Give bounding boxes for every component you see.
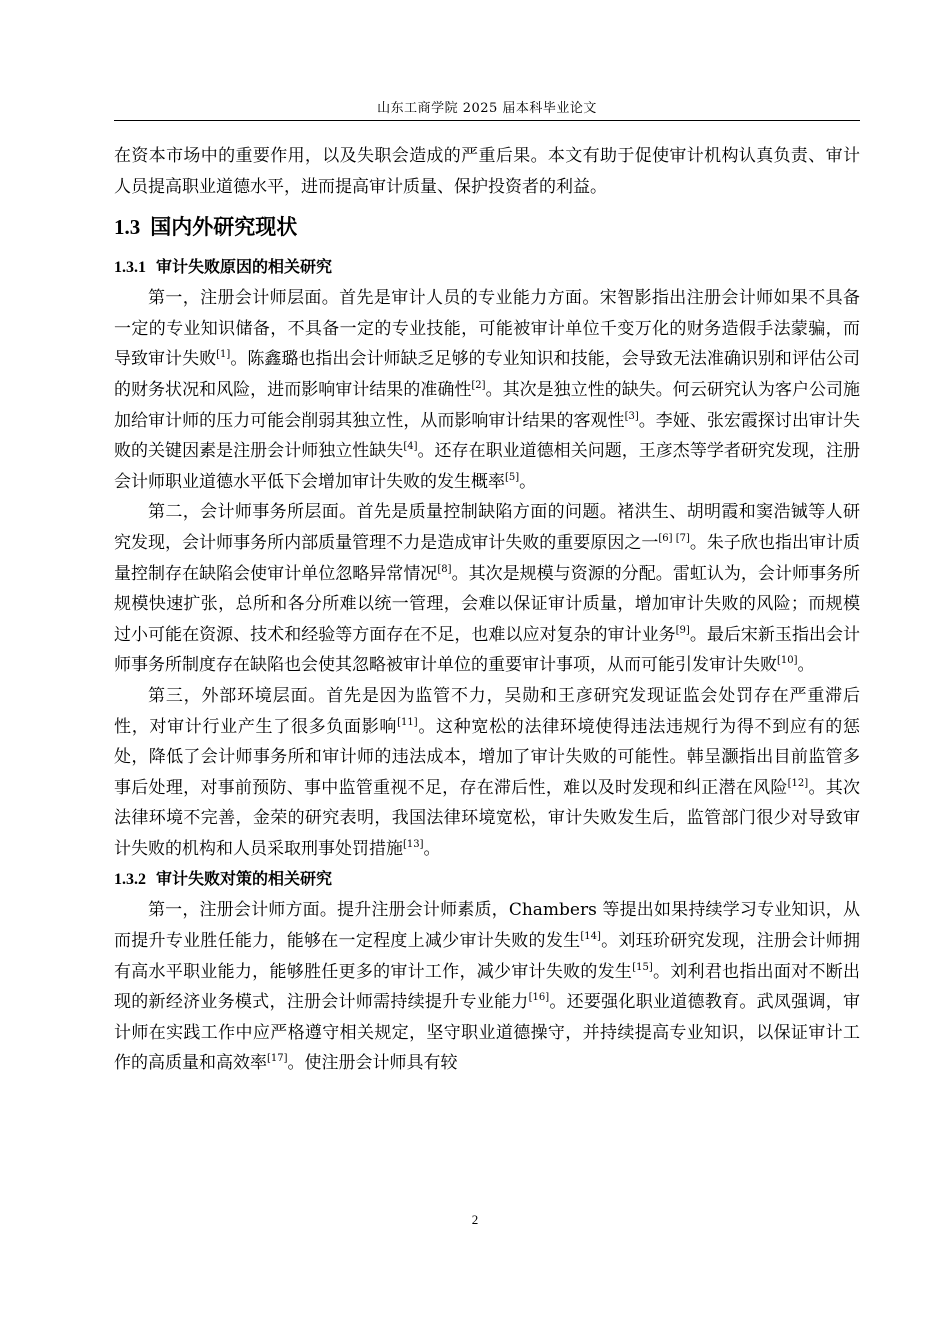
intro-paragraph: 在资本市场中的重要作用，以及失职会造成的严重后果。本文有助于促使审计机构认真负责、审计人员提高职业道德水平，进而提高审计质量、保护投资者的利益。 (114, 146, 860, 197)
section-number: 1.3 (114, 215, 141, 240)
paragraph-environment-level (114, 681, 860, 865)
citation-6-7: [6] [7] (658, 532, 690, 544)
page-number: 2 (471, 1212, 479, 1227)
citation-13: [13] (403, 838, 424, 850)
text-run: 。朱子欣也指出审计质量控制存在缺陷会使审计单位忽略异常情况 (114, 532, 861, 584)
citation-1: [1] (216, 349, 231, 361)
text-run: 。还存在职业道德相关问题，王彦杰等学者研究发现，注册会计师职业道德水平低下会增加审计失败的发生概率 (114, 441, 860, 492)
citation-11: [11] (397, 716, 418, 728)
citation-16: [16] (528, 992, 550, 1004)
citation-3: [3] (624, 410, 639, 422)
text-run: 。这种宽松的法律环境使得违法违规行为得不到应有的惩处，降低了会计师事务所和审计师的违法成本，增加了审计失败的可能性。韩呈灏指出目前监管多事后处理，对事前预防、事中监管重视不足，存在滞后性，难以及时发现和纠正潜在风险 (114, 716, 860, 798)
text-run: 。其次法律环境不完善，金荣的研究表明，我国法律环境宽松，审计失败发生后，监管部门很少对导致审计失败的机构和人员采取刑事处罚措施 (114, 777, 861, 859)
subsection-number-1: 1.3.1 (114, 259, 146, 277)
text-run: 。还要强化职业道德教育。武凤强调，审计师在实践工作中应严格遵守相关规定，坚守职业道德操守，并持续提高专业知识，以保证审计工作的高质量和高效率 (114, 992, 861, 1074)
text-run: 第一，注册会计师层面。首先是审计人员的专业能力方面。宋智影指出注册会计师如果不具备一定的专业知识储备，不具备一定的专业技能，可能被审计单位千变万化的财务造假手法蒙骗，而导致审计失败 (114, 288, 860, 370)
running-header: 山东工商学院 2025 届本科毕业论文 (377, 101, 597, 116)
text-run: 。李娅、张宏霞探讨出审计失败的关键因素是注册会计师独立性缺失 (114, 410, 860, 462)
section-title: 国内外研究现状 (150, 215, 298, 240)
text-run: 第一，注册会计师方面。提升注册会计师素质，Chambers 等提出如果持续学习专业知识，从而提升专业胜任能力，能够在一定程度上减少审计失败的发生 (114, 900, 860, 952)
paragraph-firm-level (114, 497, 860, 681)
text-run: 。刘珏玠研究发现，注册会计师拥有高水平职业能力，能够胜任更多的审计工作，减少审计失败的发生 (114, 931, 861, 982)
citation-9: [9] (675, 624, 690, 636)
header-rule (114, 120, 860, 121)
citation-10: [10] (777, 655, 798, 667)
citation-17: [17] (267, 1053, 288, 1065)
paragraph-cpa-countermeasures (114, 895, 860, 1079)
paragraph-cpa-level (114, 283, 860, 497)
text-run: 。 (519, 471, 537, 492)
subsection-number-2: 1.3.2 (114, 871, 146, 889)
text-run: 。使注册会计师具有较 (287, 1053, 458, 1074)
citation-8: [8] (437, 563, 452, 575)
subsection-title-2: 审计失败对策的相关研究 (156, 869, 333, 889)
subsection-heading-1 (114, 252, 860, 283)
subsection-heading-2 (114, 864, 860, 895)
citation-15: [15] (632, 961, 653, 973)
text-run: 第二，会计师事务所层面。首先是质量控制缺陷方面的问题。褚洪生、胡明霞和窦浩铖等人研究发现，会计师事务所内部质量管理不力是造成审计失败的重要原因之一 (114, 502, 860, 553)
citation-5: [5] (505, 471, 520, 483)
subsection-title-1: 审计失败原因的相关研究 (156, 257, 333, 277)
body-content (114, 141, 860, 1079)
citation-12: [12] (787, 777, 809, 789)
citation-4: [4] (403, 441, 418, 453)
text-run: 。最后宋新玉指出会计师事务所制度存在缺陷也会使其忽略被审计单位的重要审计事项，从而可能引发审计失败 (114, 624, 861, 676)
citation-2: [2] (471, 379, 486, 391)
text-run: 第三，外部环境层面。首先是因为监管不力，吴勋和王彦研究发现证监会处罚存在严重滞后性，对审计行业产生了很多负面影响 (114, 685, 860, 737)
text-run: 。 (797, 655, 815, 676)
citation-14: [14] (580, 931, 601, 943)
text-run: 。其次是规模与资源的分配。雷虹认为，会计师事务所规模快速扩张，总所和各分所难以统一管理，会难以保证审计质量，增加审计失败的风险；而规模过小可能在资源、技术和经验等方面存在不足，也难以应对复杂的审计业务 (114, 563, 861, 645)
text-run: 。 (423, 838, 441, 859)
text-run: 。刘利君也指出面对不断出现的新经济业务模式，注册会计师需持续提升专业能力 (114, 961, 861, 1013)
text-run: 。陈鑫璐也指出会计师缺乏足够的专业知识和技能，会导致无法准确识别和评估公司的财务状况和风险，进而影响审计结果的准确性 (114, 349, 861, 400)
text-run: 。其次是独立性的缺失。何云研究认为客户公司施加给审计师的压力可能会削弱其独立性，从而影响审计结果的客观性 (114, 379, 861, 431)
section-heading (114, 209, 860, 245)
